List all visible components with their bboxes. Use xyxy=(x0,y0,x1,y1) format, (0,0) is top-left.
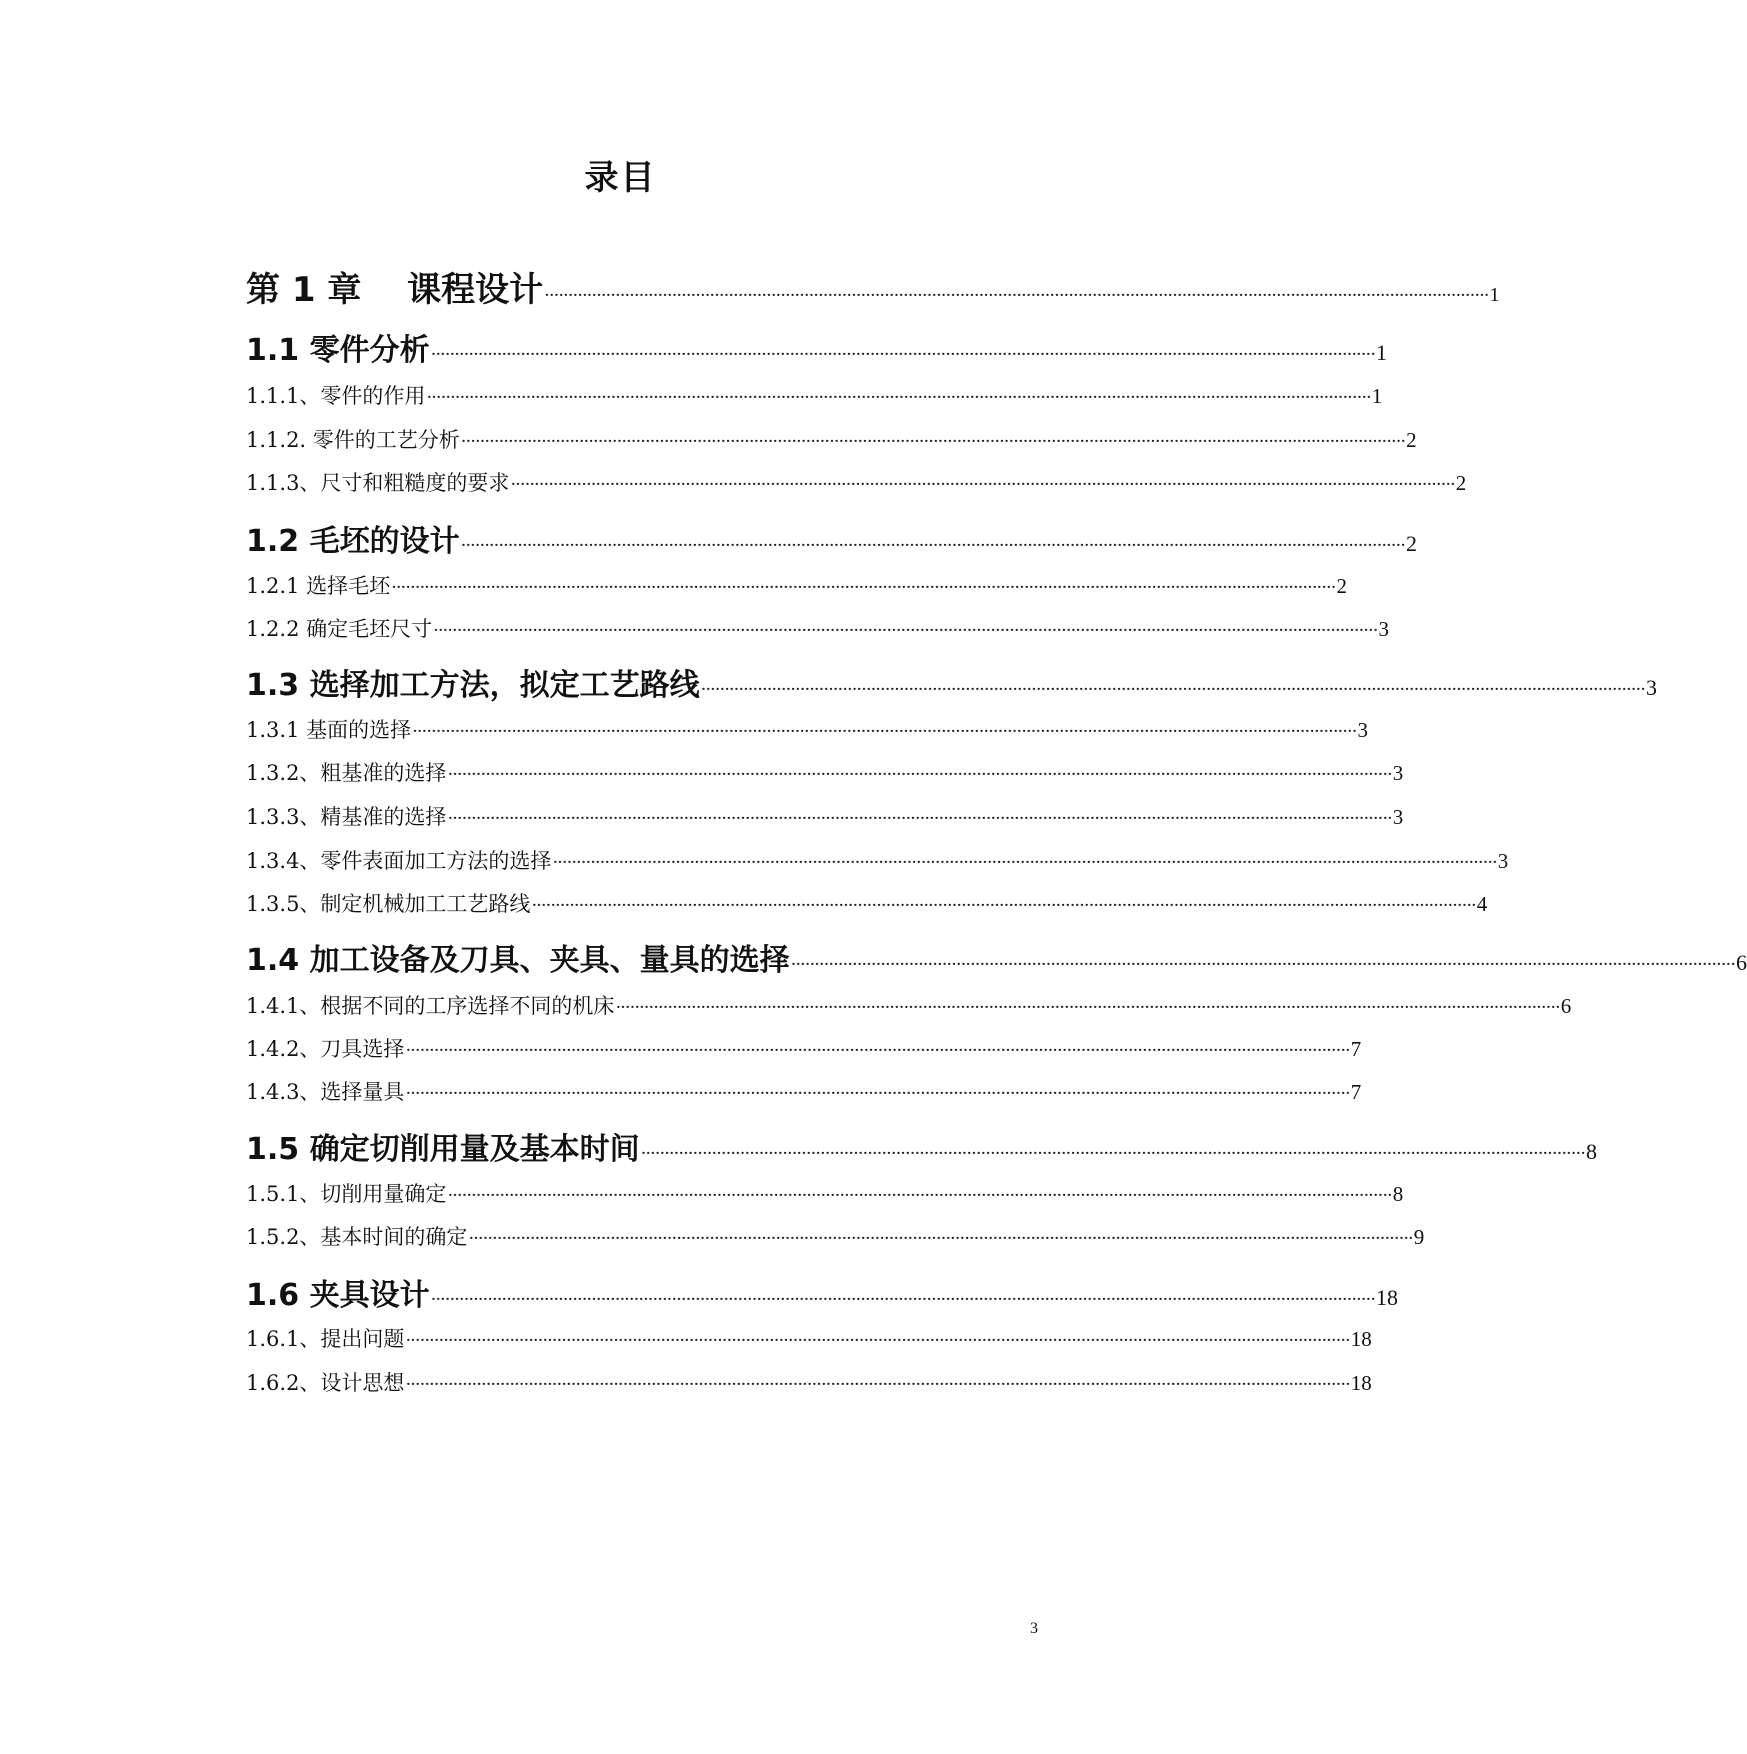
toc-entry-page: 4 xyxy=(1476,892,1488,916)
toc-entry-label: 1.3.1 基面的选择 xyxy=(246,718,412,742)
toc-entry-page: 8 xyxy=(1392,1182,1404,1206)
toc-entry[interactable] xyxy=(246,1124,1597,1168)
toc-dot-leader: ········································································································································································································ xyxy=(460,431,1406,452)
toc-entry-label: 1.4.2、刀具选择 xyxy=(246,1037,405,1061)
toc-entry-page: 8 xyxy=(1585,1139,1597,1164)
toc-dot-leader: ········································································································································································································ xyxy=(430,344,1375,365)
toc-entry[interactable] xyxy=(246,845,1509,875)
toc-dot-leader: ········································································································································································································ xyxy=(412,721,1357,742)
toc-entry[interactable] xyxy=(246,1323,1372,1353)
toc-entry[interactable] xyxy=(246,424,1417,454)
toc-entry[interactable] xyxy=(246,1076,1362,1106)
toc-dot-leader: ········································································································································································································ xyxy=(544,285,1489,306)
toc-dot-leader: ········································································································································································································ xyxy=(447,808,1392,829)
toc-entry-label: 1.6 夹具设计 xyxy=(246,1278,430,1313)
toc-dot-leader: ········································································································································································································ xyxy=(447,1185,1392,1206)
toc-entry[interactable] xyxy=(246,935,1747,979)
toc-dot-leader: ········································································································································································································ xyxy=(700,679,1645,700)
toc-entry[interactable] xyxy=(246,613,1389,643)
toc-dot-leader: ········································································································································································································ xyxy=(460,535,1405,556)
toc-entry-label: 1.4.1、根据不同的工序选择不同的机床 xyxy=(246,994,615,1018)
toc-entry-page: 2 xyxy=(1405,531,1417,556)
toc-dot-leader: ········································································································································································································ xyxy=(531,895,1476,916)
toc-entry-label: 1.1 零件分析 xyxy=(246,333,430,368)
toc-entry-label: 1.6.2、设计思想 xyxy=(246,1371,405,1395)
toc-entry[interactable] xyxy=(246,1270,1398,1314)
toc-entry-label: 1.6.1、提出问题 xyxy=(246,1327,405,1351)
toc-entry-label: 1.3.4、零件表面加工方法的选择 xyxy=(246,849,552,873)
toc-entry-page: 18 xyxy=(1350,1371,1372,1395)
toc-entry-page: 1 xyxy=(1371,384,1383,408)
toc-dot-leader: ········································································································································································································ xyxy=(640,1143,1585,1164)
toc-entry[interactable] xyxy=(246,325,1387,369)
toc-entry-page: 3 xyxy=(1392,805,1404,829)
toc-entry[interactable] xyxy=(246,1367,1372,1397)
toc-entry-label: 1.1.3、尺寸和粗糙度的要求 xyxy=(246,471,510,495)
toc-entry-label: 1.2.2 确定毛坯尺寸 xyxy=(246,617,433,641)
page-title: 录目 xyxy=(584,158,657,198)
toc-dot-leader: ········································································································································································································ xyxy=(468,1228,1413,1249)
toc-entry-label: 1.1.2. 零件的工艺分析 xyxy=(246,428,460,452)
toc-entry-label: 1.3 选择加工方法，拟定工艺路线 xyxy=(246,668,700,703)
toc-entry-page: 9 xyxy=(1413,1225,1425,1249)
toc-dot-leader: ········································································································································································································ xyxy=(433,620,1378,641)
footer-page-number: 3 xyxy=(1030,1620,1038,1637)
toc-entry-label: 1.3.5、制定机械加工工艺路线 xyxy=(246,892,531,916)
toc-dot-leader: ········································································································································································································ xyxy=(510,474,1455,495)
toc-entry-label: 1.3.3、精基准的选择 xyxy=(246,805,447,829)
toc-entry[interactable] xyxy=(246,888,1488,918)
toc-entry-page: 2 xyxy=(1336,574,1347,598)
toc-entry[interactable] xyxy=(246,1178,1404,1208)
toc-entry-label: 1.2 毛坯的设计 xyxy=(246,524,460,559)
toc-entry[interactable] xyxy=(246,757,1404,787)
toc-entry[interactable] xyxy=(246,1221,1425,1251)
toc-dot-leader: ········································································································································································································ xyxy=(391,577,1336,598)
toc-entry[interactable] xyxy=(246,990,1572,1020)
toc-entry-page: 3 xyxy=(1357,718,1368,742)
toc-entry-page: 6 xyxy=(1560,994,1572,1018)
toc-entry[interactable] xyxy=(246,262,1500,311)
toc-entry-page: 6 xyxy=(1735,950,1747,975)
toc-entry-page: 3 xyxy=(1392,761,1404,785)
toc-dot-leader: ········································································································································································································ xyxy=(552,852,1497,873)
toc-entry[interactable] xyxy=(246,570,1347,600)
toc-dot-leader: ········································································································································································································ xyxy=(790,954,1735,975)
toc-dot-leader: ········································································································································································································ xyxy=(405,1374,1350,1395)
toc-dot-leader: ········································································································································································································ xyxy=(405,1330,1350,1351)
toc-entry[interactable] xyxy=(246,380,1383,410)
toc-entry-label: 1.1.1、零件的作用 xyxy=(246,384,426,408)
toc-entry-label: 1.5.1、切削用量确定 xyxy=(246,1182,447,1206)
toc-entry-page: 18 xyxy=(1350,1327,1372,1351)
toc-entry-page: 1 xyxy=(1375,340,1387,365)
toc-entry-label: 1.5 确定切削用量及基本时间 xyxy=(246,1132,640,1167)
toc-entry[interactable] xyxy=(246,467,1467,497)
toc-entry-label: 1.4.3、选择量具 xyxy=(246,1080,405,1104)
toc-entry-page: 3 xyxy=(1378,617,1389,641)
toc-dot-leader: ········································································································································································································ xyxy=(447,764,1392,785)
toc-entry-label: 第 1 章 课程设计 xyxy=(246,270,544,310)
toc-entry-page: 2 xyxy=(1406,428,1417,452)
toc-entry-page: 18 xyxy=(1375,1285,1398,1310)
toc-entry-label: 1.5.2、基本时间的确定 xyxy=(246,1225,468,1249)
toc-entry-label: 1.2.1 选择毛坯 xyxy=(246,574,391,598)
toc-entry-label: 1.4 加工设备及刀具、夹具、量具的选择 xyxy=(246,943,790,978)
toc-entry-page: 7 xyxy=(1350,1037,1362,1061)
toc-entry[interactable] xyxy=(246,801,1404,831)
toc-entry-page: 1 xyxy=(1489,284,1500,306)
toc-dot-leader: ········································································································································································································ xyxy=(615,997,1560,1018)
toc-entry[interactable] xyxy=(246,660,1657,704)
toc-dot-leader: ········································································································································································································ xyxy=(405,1040,1350,1061)
toc-dot-leader: ········································································································································································································ xyxy=(430,1289,1375,1310)
toc-entry-page: 7 xyxy=(1350,1080,1362,1104)
toc-entry-page: 2 xyxy=(1455,471,1467,495)
toc-entry[interactable] xyxy=(246,1033,1362,1063)
toc-dot-leader: ········································································································································································································ xyxy=(426,387,1371,408)
toc-entry-page: 3 xyxy=(1645,675,1657,700)
toc-entry[interactable] xyxy=(246,516,1417,560)
toc-entry-label: 1.3.2、粗基准的选择 xyxy=(246,761,447,785)
toc-entry-page: 3 xyxy=(1497,849,1509,873)
toc-dot-leader: ········································································································································································································ xyxy=(405,1083,1350,1104)
toc-entry[interactable] xyxy=(246,714,1368,744)
